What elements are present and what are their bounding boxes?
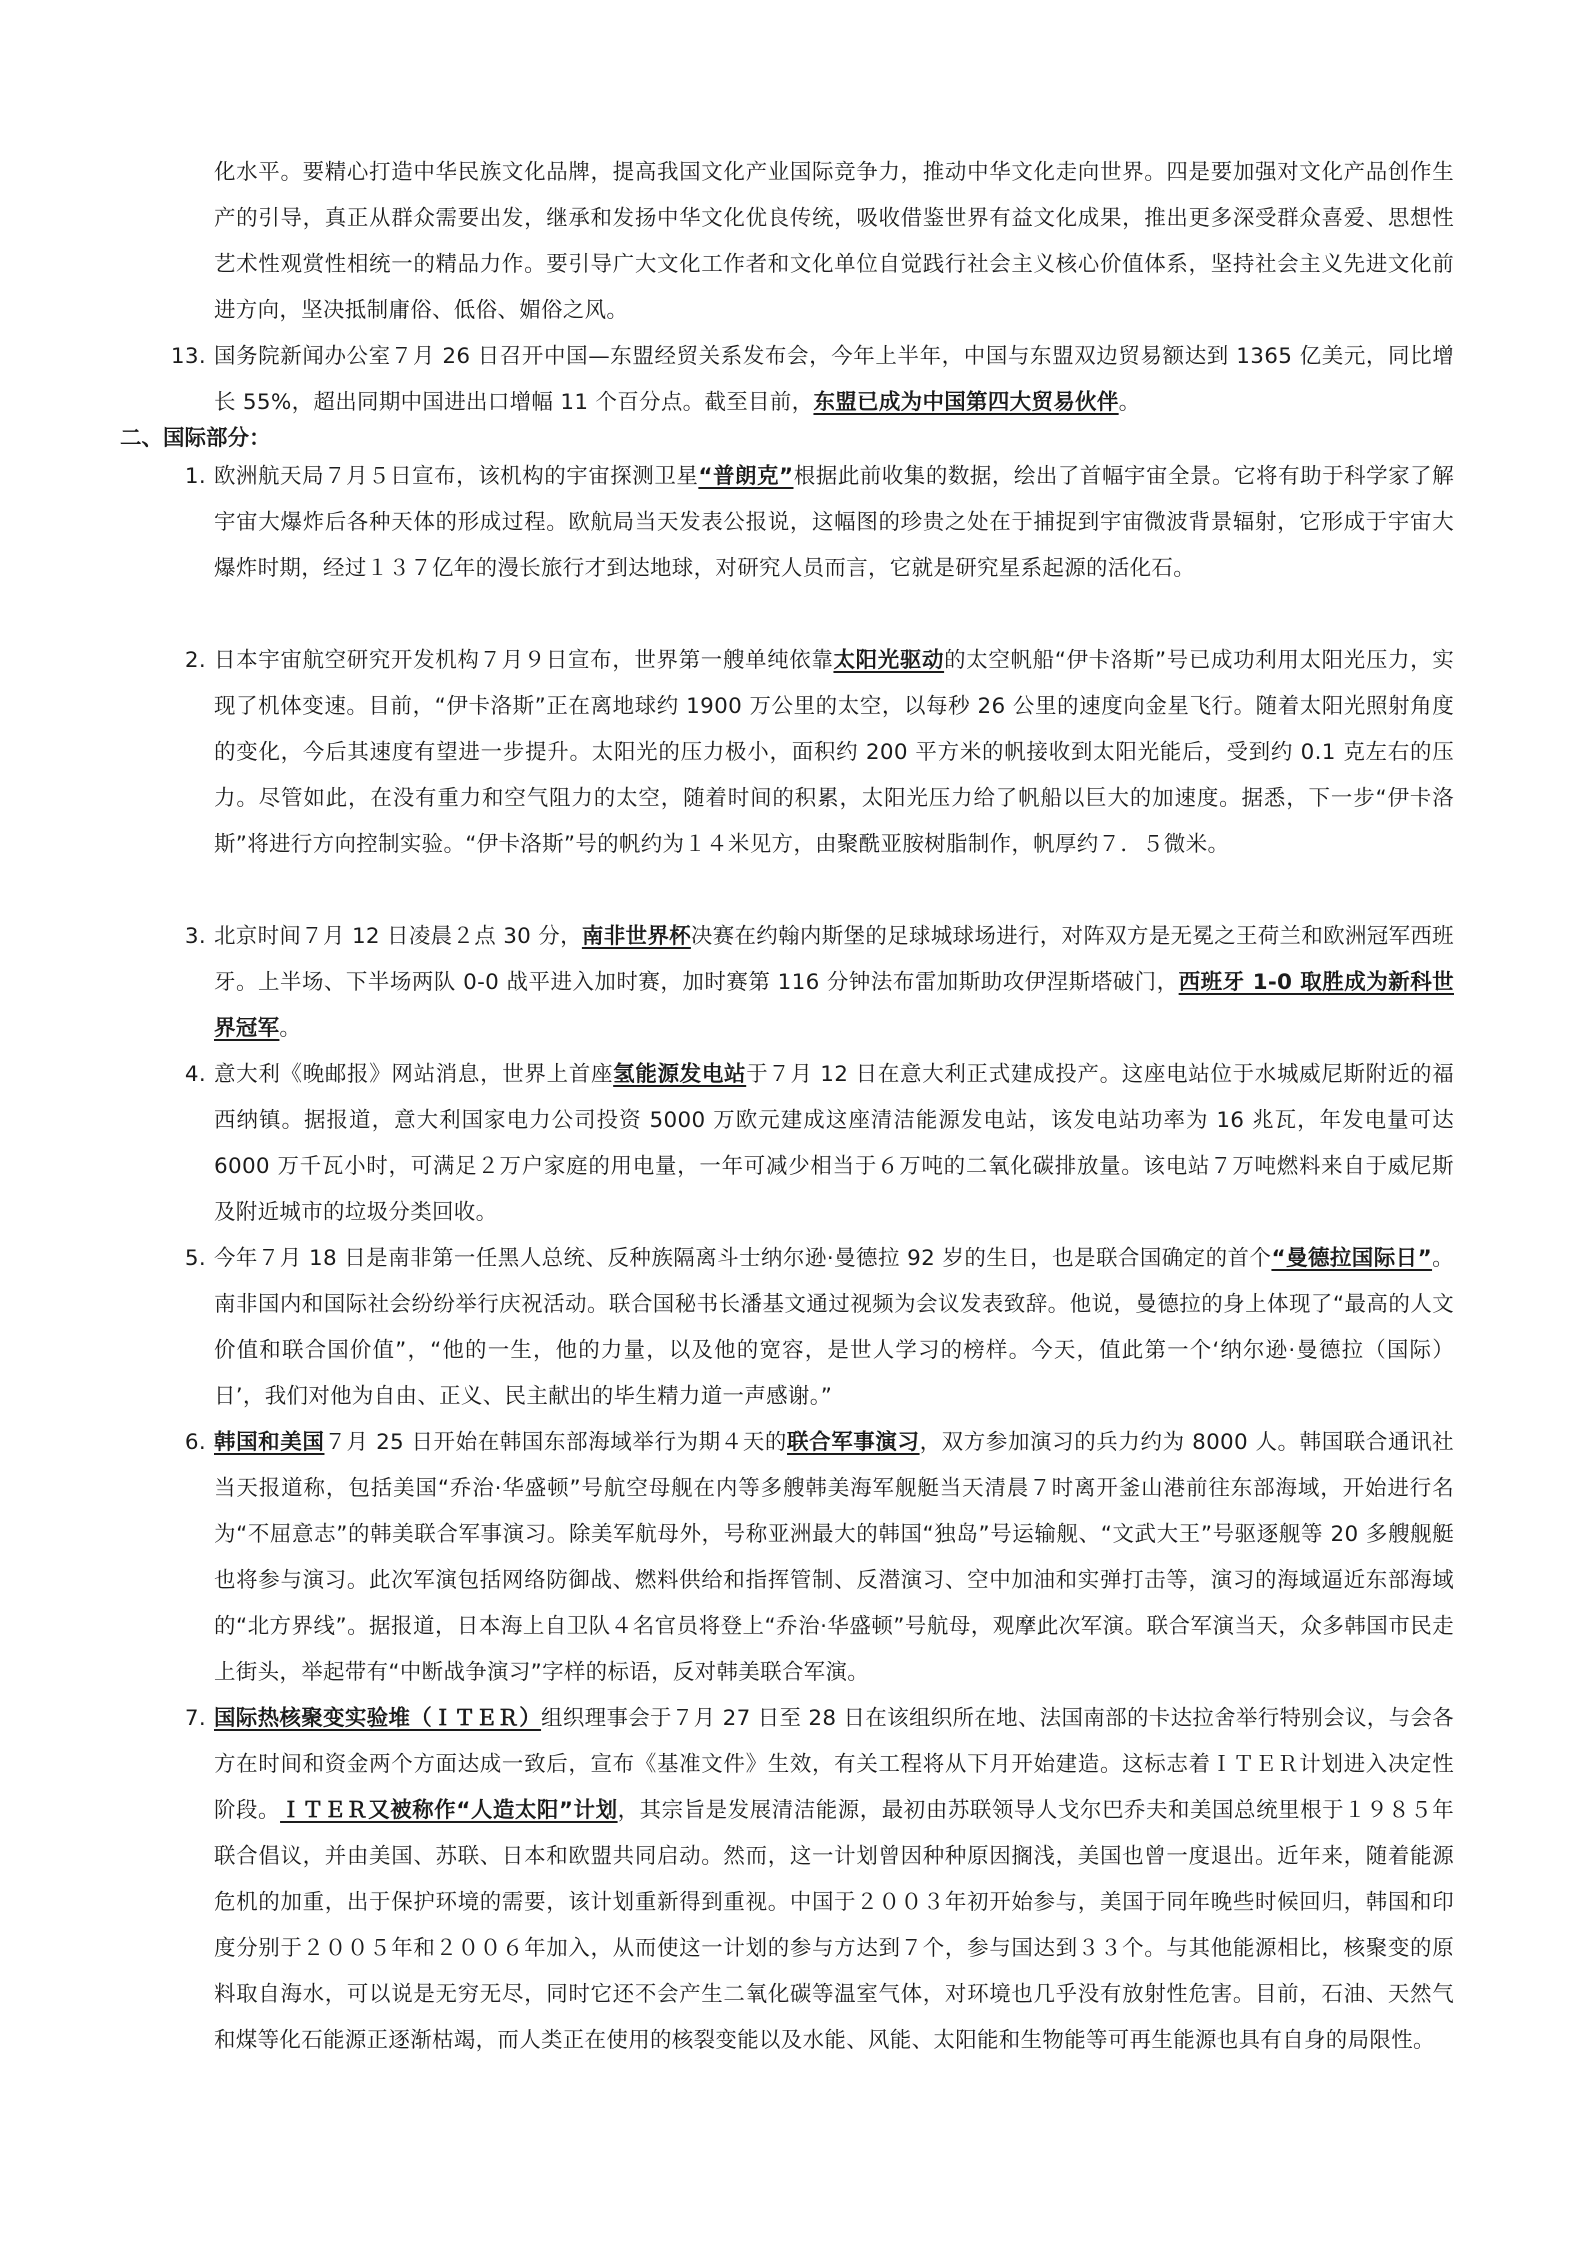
list-item-6: 6. 韩国和美国７月 25 日开始在韩国东部海域举行为期４天的联合军事演习，双方参加演习的兵力约为 8000 人。韩国联合通讯社当天报道称，包括美国“乔治·华盛顿”号航空母舰在内等多艘韩美海军舰艇当天清晨７时离开釜山港前往东部海域，开始进行名为“不屈意志”的韩美联合军事演习。除美军航母外，号称亚洲最大的韩国“独岛”号运输舰、“文武大王”号驱逐舰等 20 多艘舰艇也将参与演习。此次军演包括网络防御战、燃料供给和指挥管制、反潜演习、空中加油和实弹打击等，演习的海域逼近东部海域的“北方界线”。据报道，日本海上自卫队４名官员将登上“乔治·华盛顿”号航母，观摩此次军演。联合军演当天，众多韩国市民走上街头，举起带有“中断战争演习”字样的标语，反对韩美联合军演。 (214, 1420, 1454, 1696)
highlight-text: 东盟已成为中国第四大贸易伙伴 (813, 390, 1119, 415)
list-item-7: 7. 国际热核聚变实验堆（ＩＴＥＲ）组织理事会于７月 27 日至 28 日在该组织所在地、法国南部的卡达拉舍举行特别会议，与会各方在时间和资金两个方面达成一致后，宣布《基准文件》生效，有关工程将从下月开始建造。这标志着ＩＴＥＲ计划进入决定性阶段。ＩＴＥＲ又被称作“人造太阳”计划，其宗旨是发展清洁能源，最初由苏联领导人戈尔巴乔夫和美国总统里根于１９８５年联合倡议，并由美国、苏联、日本和欧盟共同启动。然而，这一计划曾因种种原因搁浅，美国也曾一度退出。近年来，随着能源危机的加重，出于保护环境的需要，该计划重新得到重视。中国于２００３年初开始参与，美国于同年晚些时候回归，韩国和印度分别于２００５年和２００６年加入，从而使这一计划的参与方达到７个，参与国达到３３个。与其他能源相比，核聚变的原料取自海水，可以说是无穷无尽，同时它还不会产生二氧化碳等温室气体，对环境也几乎没有放射性危害。目前，石油、天然气和煤等化石能源正逐渐枯竭，而人类正在使用的核裂变能以及水能、风能、太阳能和生物能等可再生能源也具有自身的局限性。 (214, 1696, 1454, 2064)
highlight-text: 国际热核聚变实验堆（ＩＴＥＲ） (214, 1706, 542, 1731)
list-item-2: 2. 日本宇宙航空研究开发机构７月９日宣布，世界第一艘单纯依靠太阳光驱动的太空帆船“伊卡洛斯”号已成功利用太阳光压力，实现了机体变速。目前，“伊卡洛斯”正在离地球约 1900 万公里的太空，以每秒 26 公里的速度向金星飞行。随着太阳光照射角度的变化，今后其速度有望进一步提升。太阳光的压力极小，面积约 200 平方米的帆接收到太阳光能后，受到约 0.1 克左右的压力。尽管如此，在没有重力和空气阻力的太空，随着时间的积累，太阳光压力给了帆船以巨大的加速度。据悉，下一步“伊卡洛斯”将进行方向控制实验。“伊卡洛斯”号的帆约为１４米见方，由聚酰亚胺树脂制作，帆厚约７．５微米。 (214, 638, 1454, 868)
highlight-text: 联合军事演习 (787, 1430, 920, 1455)
highlight-text: “曼德拉国际日” (1271, 1246, 1433, 1271)
highlight-text: 韩国和美国 (214, 1430, 325, 1455)
item-number: 7. (184, 1706, 206, 1731)
list-item-4: 4. 意大利《晚邮报》网站消息，世界上首座氢能源发电站于７月 12 日在意大利正式建成投产。这座电站位于水城威尼斯附近的福西纳镇。据报道，意大利国家电力公司投资 5000 万欧元建成这座清洁能源发电站，该发电站功率为 16 兆瓦，年发电量可达 6000 万千瓦小时，可满足２万户家庭的用电量，一年可减少相当于６万吨的二氧化碳排放量。该电站７万吨燃料来自于威尼斯及附近城市的垃圾分类回收。 (214, 1052, 1454, 1236)
item-number: 4. (184, 1062, 206, 1087)
highlight-text: 西班牙 1-0 取胜成为新科世界冠军 (214, 970, 1454, 1041)
continued-paragraph: 化水平。要精心打造中华民族文化品牌，提高我国文化产业国际竞争力，推动中华文化走向世界。四是要加强对文化产品创作生产的引导，真正从群众需要出发，继承和发扬中华文化优良传统，吸收借鉴世界有益文化成果，推出更多深受群众喜爱、思想性艺术性观赏性相统一的精品力作。要引导广大文化工作者和文化单位自觉践行社会主义核心价值体系，坚持社会主义先进文化前进方向，坚决抵制庸俗、低俗、媚俗之风。 (214, 160, 1454, 323)
highlight-text: 氢能源发电站 (613, 1062, 747, 1087)
list-item-3: 3. 北京时间７月 12 日凌晨２点 30 分，南非世界杯决赛在约翰内斯堡的足球城球场进行，对阵双方是无冕之王荷兰和欧洲冠军西班牙。上半场、下半场两队 0-0 战平进入加时赛，加时赛第 116 分钟法布雷加斯助攻伊涅斯塔破门，西班牙 1-0 取胜成为新科世界冠军。 (214, 914, 1454, 1052)
highlight-text: 南非世界杯 (581, 924, 691, 949)
list-item-13: 13. 国务院新闻办公室７月 26 日召开中国—东盟经贸关系发布会，今年上半年，中国与东盟双边贸易额达到 1365 亿美元，同比增长 55%，超出同期中国进出口增幅 11 个百分点。截至目前，东盟已成为中国第四大贸易伙伴。 (214, 334, 1454, 426)
section-heading: 二、国际部分： (120, 426, 271, 451)
list-item-5: 5. 今年７月 18 日是南非第一任黑人总统、反种族隔离斗士纳尔逊·曼德拉 92 岁的生日，也是联合国确定的首个“曼德拉国际日”。南非国内和国际社会纷纷举行庆祝活动。联合国秘书长潘基文通过视频为会议发表致辞。他说，曼德拉的身上体现了“最高的人文价值和联合国价值”，“他的一生，他的力量，以及他的宽容，是世人学习的榜样。今天，值此第一个‘纳尔逊·曼德拉（国际）日’，我们对他为自由、正义、民主献出的毕生精力道一声感谢。” (214, 1236, 1454, 1420)
highlight-text: “普朗克” (698, 464, 794, 489)
highlight-text: 太阳光驱动 (833, 648, 945, 673)
list-item-1: 1. 欧洲航天局７月５日宣布，该机构的宇宙探测卫星“普朗克”根据此前收集的数据，绘出了首幅宇宙全景。它将有助于科学家了解宇宙大爆炸后各种天体的形成过程。欧航局当天发表公报说，这幅图的珍贵之处在于捕捉到宇宙微波背景辐射，它形成于宇宙大爆炸时期，经过１３７亿年的漫长旅行才到达地球，对研究人员而言，它就是研究星系起源的活化石。 (214, 454, 1454, 592)
item-number: 3. (184, 924, 206, 949)
item-number: 1. (184, 464, 206, 489)
item-number: 6. (184, 1430, 206, 1455)
item-number: 13. (170, 344, 206, 369)
item-number: 2. (184, 648, 206, 673)
item-number: 5. (184, 1246, 206, 1271)
highlight-text: ＩＴＥＲ又被称作“人造太阳”计划 (280, 1798, 618, 1823)
